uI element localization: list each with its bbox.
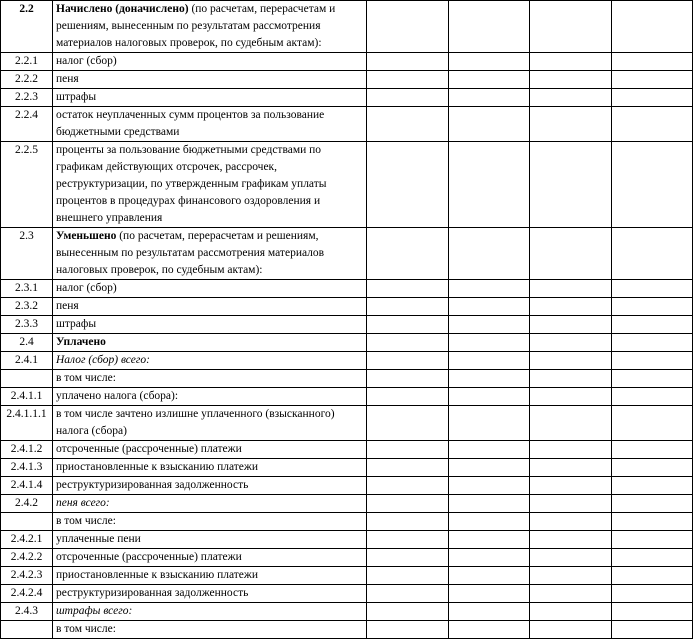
row-number: 2.2 — [1, 1, 53, 53]
row-description — [53, 370, 367, 388]
table-row — [1, 280, 693, 298]
row-description — [53, 352, 367, 370]
row-description — [53, 316, 367, 334]
table-row — [1, 477, 693, 495]
value-cell-2 — [449, 334, 530, 352]
value-cell-1 — [367, 352, 449, 370]
value-cell-3 — [530, 71, 612, 89]
table-row — [1, 388, 693, 406]
value-cell-4 — [612, 459, 693, 477]
row-number: 2.4.2.4 — [1, 585, 53, 603]
value-cell-1 — [367, 513, 449, 531]
value-cell-1 — [367, 89, 449, 107]
value-cell-4 — [612, 549, 693, 567]
value-cell-2 — [449, 370, 530, 388]
value-cell-3 — [530, 477, 612, 495]
value-cell-2 — [449, 388, 530, 406]
value-cell-2 — [449, 142, 530, 228]
value-cell-1 — [367, 621, 449, 639]
table-row — [1, 585, 693, 603]
row-text: в том числе: — [56, 623, 116, 635]
value-cell-4 — [612, 567, 693, 585]
row-text: в том числе зачтено излишне уплаченного (взысканного) налога (сбора) — [56, 408, 335, 437]
row-heading-text: Уменьшено — [56, 230, 117, 242]
row-number: 2.4.1.1 — [1, 388, 53, 406]
row-subtotal-text: пеня всего: — [56, 497, 110, 509]
value-cell-4 — [612, 531, 693, 549]
value-cell-2 — [449, 585, 530, 603]
row-text: отсроченные (рассроченные) платежи — [56, 443, 242, 455]
value-cell-1 — [367, 334, 449, 352]
row-description — [53, 71, 367, 89]
value-cell-2 — [449, 513, 530, 531]
value-cell-1 — [367, 107, 449, 142]
row-number: 2.3 — [1, 228, 53, 280]
value-cell-1 — [367, 1, 449, 53]
row-number: 2.2.1 — [1, 53, 53, 71]
row-description — [53, 567, 367, 585]
row-subtotal-text: Налог (сбор) всего: — [56, 354, 150, 366]
value-cell-2 — [449, 89, 530, 107]
row-number: 2.4.1.1.1 — [1, 406, 53, 441]
row-number: 2.3.1 — [1, 280, 53, 298]
row-number — [1, 621, 53, 639]
row-heading-text: Уплачено — [56, 336, 106, 348]
row-text: остаток неуплаченных сумм процентов за пользование бюджетными средствами — [56, 109, 325, 138]
value-cell-3 — [530, 441, 612, 459]
row-description — [53, 107, 367, 142]
row-number: 2.3.2 — [1, 298, 53, 316]
row-text: штрафы — [56, 318, 97, 330]
value-cell-2 — [449, 228, 530, 280]
value-cell-1 — [367, 316, 449, 334]
value-cell-2 — [449, 280, 530, 298]
value-cell-3 — [530, 142, 612, 228]
table-row — [1, 441, 693, 459]
value-cell-2 — [449, 459, 530, 477]
value-cell-4 — [612, 107, 693, 142]
row-number: 2.2.5 — [1, 142, 53, 228]
row-description — [53, 388, 367, 406]
value-cell-4 — [612, 495, 693, 513]
table-row — [1, 495, 693, 513]
row-text: штрафы — [56, 91, 97, 103]
row-description — [53, 585, 367, 603]
row-number: 2.4.2 — [1, 495, 53, 513]
value-cell-2 — [449, 406, 530, 441]
value-cell-1 — [367, 531, 449, 549]
row-text: (по расчетам, перерасчетам и решениям, вынесенным по результатам рассмотрения материалов налоговых проверок, по судебным актам): — [56, 230, 325, 276]
row-number: 2.4.2.2 — [1, 549, 53, 567]
table-row — [1, 531, 693, 549]
value-cell-2 — [449, 53, 530, 71]
row-description — [53, 53, 367, 71]
value-cell-1 — [367, 477, 449, 495]
value-cell-3 — [530, 567, 612, 585]
value-cell-2 — [449, 531, 530, 549]
row-text: пеня — [56, 300, 79, 312]
value-cell-1 — [367, 441, 449, 459]
table-row — [1, 142, 693, 228]
value-cell-4 — [612, 352, 693, 370]
value-cell-4 — [612, 334, 693, 352]
row-text: (по расчетам, перерасчетам и решениям, вынесенным по результатам рассмотрения материалов налоговых проверок, по судебным актам): — [56, 3, 336, 49]
value-cell-4 — [612, 441, 693, 459]
value-cell-4 — [612, 621, 693, 639]
row-subtotal-text: штрафы всего: — [56, 605, 133, 617]
table-row — [1, 406, 693, 441]
value-cell-3 — [530, 352, 612, 370]
value-cell-3 — [530, 1, 612, 53]
table-row — [1, 228, 693, 280]
row-text: уплаченные пени — [56, 533, 141, 545]
value-cell-1 — [367, 567, 449, 585]
row-text: налог (сбор) — [56, 282, 117, 294]
value-cell-2 — [449, 621, 530, 639]
value-cell-1 — [367, 370, 449, 388]
value-cell-3 — [530, 334, 612, 352]
value-cell-2 — [449, 107, 530, 142]
row-description — [53, 89, 367, 107]
value-cell-2 — [449, 549, 530, 567]
value-cell-1 — [367, 406, 449, 441]
row-description — [53, 495, 367, 513]
value-cell-2 — [449, 567, 530, 585]
row-description — [53, 477, 367, 495]
value-cell-4 — [612, 228, 693, 280]
row-description — [53, 142, 367, 228]
value-cell-2 — [449, 441, 530, 459]
table-row — [1, 71, 693, 89]
row-text: налог (сбор) — [56, 55, 117, 67]
table-row — [1, 370, 693, 388]
row-description — [53, 228, 367, 280]
value-cell-3 — [530, 531, 612, 549]
value-cell-3 — [530, 549, 612, 567]
value-cell-1 — [367, 585, 449, 603]
row-text: реструктуризированная задолженность — [56, 479, 249, 491]
row-text: приостановленные к взысканию платежи — [56, 569, 258, 581]
value-cell-3 — [530, 513, 612, 531]
value-cell-1 — [367, 495, 449, 513]
row-text: уплачено налога (сбора): — [56, 390, 179, 402]
row-number: 2.4.1.3 — [1, 459, 53, 477]
row-number: 2.2.3 — [1, 89, 53, 107]
value-cell-3 — [530, 370, 612, 388]
value-cell-4 — [612, 370, 693, 388]
row-text: отсроченные (рассроченные) платежи — [56, 551, 242, 563]
table-row — [1, 549, 693, 567]
table-row — [1, 107, 693, 142]
value-cell-4 — [612, 585, 693, 603]
value-cell-4 — [612, 388, 693, 406]
value-cell-4 — [612, 513, 693, 531]
row-number: 2.2.2 — [1, 71, 53, 89]
table-row — [1, 567, 693, 585]
row-number: 2.2.4 — [1, 107, 53, 142]
table-row — [1, 352, 693, 370]
row-description — [53, 531, 367, 549]
row-number — [1, 513, 53, 531]
value-cell-1 — [367, 71, 449, 89]
value-cell-2 — [449, 352, 530, 370]
value-cell-1 — [367, 549, 449, 567]
row-text: в том числе: — [56, 372, 116, 384]
value-cell-1 — [367, 459, 449, 477]
table-row — [1, 298, 693, 316]
value-cell-2 — [449, 71, 530, 89]
value-cell-3 — [530, 621, 612, 639]
row-number: 2.4.1.2 — [1, 441, 53, 459]
row-number — [1, 370, 53, 388]
row-number: 2.3.3 — [1, 316, 53, 334]
table-row — [1, 1, 693, 53]
value-cell-1 — [367, 280, 449, 298]
value-cell-1 — [367, 142, 449, 228]
value-cell-4 — [612, 280, 693, 298]
row-text: реструктуризированная задолженность — [56, 587, 249, 599]
row-description — [53, 621, 367, 639]
value-cell-2 — [449, 316, 530, 334]
table-row — [1, 316, 693, 334]
row-description — [53, 1, 367, 53]
value-cell-2 — [449, 477, 530, 495]
row-number: 2.4.3 — [1, 603, 53, 621]
row-heading-text: Начислено (доначислено) — [56, 3, 189, 15]
value-cell-3 — [530, 298, 612, 316]
row-text: приостановленные к взысканию платежи — [56, 461, 258, 473]
row-description — [53, 298, 367, 316]
row-description — [53, 513, 367, 531]
value-cell-2 — [449, 298, 530, 316]
value-cell-3 — [530, 388, 612, 406]
value-cell-4 — [612, 477, 693, 495]
row-description — [53, 459, 367, 477]
value-cell-4 — [612, 298, 693, 316]
row-number: 2.4.1.4 — [1, 477, 53, 495]
value-cell-3 — [530, 585, 612, 603]
value-cell-3 — [530, 280, 612, 298]
row-description — [53, 406, 367, 441]
row-text: проценты за пользование бюджетными средствами по графикам действующих отсрочек, рассрочек, реструктуризации, по утвержденным графикам уплаты процентов в процедурах финансового оздоровления и внешнего управления — [56, 144, 327, 224]
value-cell-3 — [530, 107, 612, 142]
value-cell-4 — [612, 89, 693, 107]
table-body — [1, 1, 693, 639]
value-cell-3 — [530, 316, 612, 334]
value-cell-3 — [530, 406, 612, 441]
value-cell-1 — [367, 228, 449, 280]
value-cell-4 — [612, 316, 693, 334]
value-cell-1 — [367, 53, 449, 71]
value-cell-2 — [449, 1, 530, 53]
value-cell-3 — [530, 459, 612, 477]
table-row — [1, 53, 693, 71]
row-description — [53, 441, 367, 459]
table-row — [1, 621, 693, 639]
value-cell-3 — [530, 495, 612, 513]
value-cell-4 — [612, 53, 693, 71]
value-cell-2 — [449, 495, 530, 513]
value-cell-4 — [612, 142, 693, 228]
row-number: 2.4.2.1 — [1, 531, 53, 549]
row-text: в том числе: — [56, 515, 116, 527]
table-row — [1, 513, 693, 531]
value-cell-3 — [530, 228, 612, 280]
value-cell-4 — [612, 406, 693, 441]
value-cell-4 — [612, 1, 693, 53]
row-description — [53, 549, 367, 567]
table-row — [1, 334, 693, 352]
table-row — [1, 89, 693, 107]
row-number: 2.4 — [1, 334, 53, 352]
value-cell-1 — [367, 388, 449, 406]
value-cell-1 — [367, 298, 449, 316]
row-description — [53, 334, 367, 352]
row-number: 2.4.1 — [1, 352, 53, 370]
value-cell-4 — [612, 71, 693, 89]
row-text: пеня — [56, 73, 79, 85]
row-description — [53, 280, 367, 298]
row-number: 2.4.2.3 — [1, 567, 53, 585]
value-cell-3 — [530, 53, 612, 71]
value-cell-3 — [530, 89, 612, 107]
table-row — [1, 459, 693, 477]
